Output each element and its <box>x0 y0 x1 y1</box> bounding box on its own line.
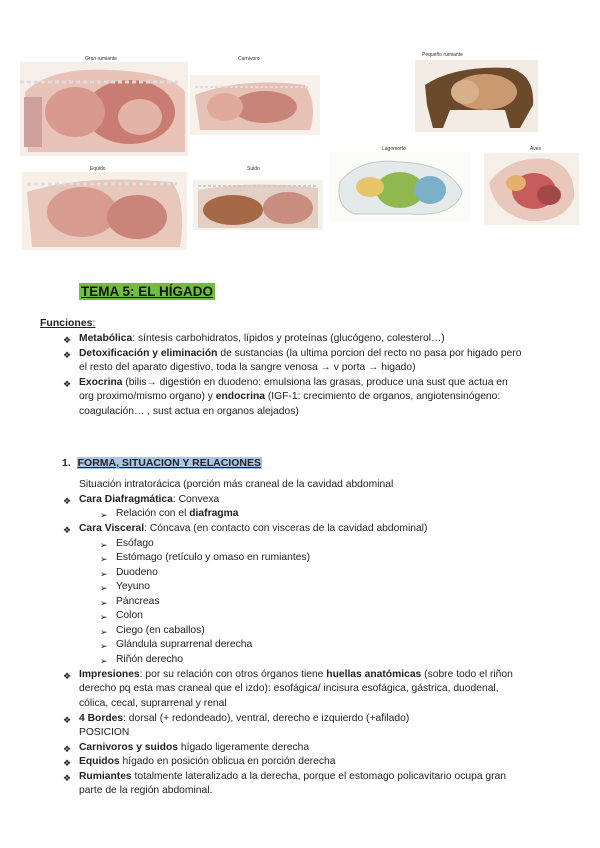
bullet-diamond-icon: ❖ <box>63 496 72 506</box>
cara-diafragmatica: Cara Diafragmática: Convexa <box>79 494 220 505</box>
arrow-bullet-icon: ➢ <box>100 641 108 651</box>
posicion-rumiantes: Rumiantes totalmente lateralizado a la derecha, porque el estomago policavitario ocupa gran <box>79 771 507 782</box>
arrow-bullet-icon: ➢ <box>100 540 108 550</box>
figure-label-suido: Suido <box>247 166 260 172</box>
organ-item: Ciego (en caballos) <box>116 625 205 636</box>
arrow-bullet-icon: ➢ <box>100 510 108 520</box>
figure-suido <box>193 180 323 230</box>
organ-item: Colon <box>116 610 143 621</box>
funcion-endocrina-cont: coagulación… , sust actua en organos alejados) <box>79 406 299 417</box>
arrow-bullet-icon: ➢ <box>100 583 108 593</box>
bordes: 4 Bordes: dorsal (+ redondeado), ventral, derecho e izquierdo (+afilado) <box>79 713 410 724</box>
figure-aves <box>484 153 579 225</box>
bullet-diamond-icon: ❖ <box>63 715 72 725</box>
impresiones-cont-1: derecho pq esta mas craneal que el izdo): esofágica/ incisura esofágica, gástrica, duodenal, <box>79 683 499 694</box>
page-title: TEMA 5: EL HÍGADO <box>81 284 214 299</box>
figure-label-carnivoro: Carnivoro <box>238 56 260 62</box>
bullet-diamond-icon: ❖ <box>63 379 72 389</box>
section-heading: 1. FORMA, SITUACION Y RELACIONES <box>62 457 261 469</box>
arrow-bullet-icon: ➢ <box>100 656 108 666</box>
funcion-detoxificacion: Detoxificación y eliminación de sustancias (la ultima porcion del recto no pasa por higado pero <box>79 348 522 359</box>
figure-label-equido: Equido <box>90 166 106 172</box>
organ-item: Esófago <box>116 538 154 549</box>
organ-item: Páncreas <box>116 596 160 607</box>
figure-gran-rumiante <box>20 62 188 156</box>
organ-item: Glándula suprarrenal derecha <box>116 639 253 650</box>
arrow-bullet-icon: ➢ <box>100 627 108 637</box>
arrow-bullet-icon: ➢ <box>100 554 108 564</box>
posicion-label: POSICION <box>79 727 130 738</box>
bullet-diamond-icon: ❖ <box>63 350 72 360</box>
funcion-exocrina: Exocrina (bilis→ digestión en duodeno: emulsiona las grasas, produce una sust que actua en <box>79 377 508 388</box>
organ-item: Estómago (retículo y omaso en rumiantes) <box>116 552 311 563</box>
organ-item: Riñón derecho <box>116 654 183 665</box>
bullet-diamond-icon: ❖ <box>63 744 72 754</box>
bullet-diamond-icon: ❖ <box>63 671 72 681</box>
posicion-equidos: Equidos hígado en posición oblicua en porción derecha <box>79 756 336 767</box>
funcion-metabolica: Metabólica: síntesis carbohidratos, lípidos y proteínas (glucógeno, colesterol…) <box>79 333 445 344</box>
relacion-diafragma: Relación con el diafragma <box>116 508 239 519</box>
arrow-bullet-icon: ➢ <box>100 569 108 579</box>
situacion-text: Situación intratorácica (porción más craneal de la cavidad abdominal <box>79 479 394 490</box>
figure-carnivoro <box>190 75 320 135</box>
bullet-diamond-icon: ❖ <box>63 758 72 768</box>
arrow-bullet-icon: ➢ <box>100 612 108 622</box>
impresiones-cont-2: cólica, cecal, suprarrenal y renal <box>79 698 227 709</box>
funcion-detoxificacion-cont: el resto del aparato digestivo, toda la sangre venosa → v porta → higado) <box>79 362 416 373</box>
figure-label-lagomorfo: Lagomorfo <box>382 146 406 152</box>
figure-equido <box>22 172 187 250</box>
bullet-diamond-icon: ❖ <box>63 335 72 345</box>
bullet-diamond-icon: ❖ <box>63 525 72 535</box>
organ-item: Duodeno <box>116 567 158 578</box>
figure-lagomorfo <box>330 152 470 222</box>
figure-label-aves: Aves <box>530 146 542 152</box>
arrow-bullet-icon: ➢ <box>100 598 108 608</box>
bullet-diamond-icon: ❖ <box>63 773 72 783</box>
funciones-heading: Funciones: <box>40 317 96 329</box>
posicion-carnivoros: Carnivoros y suidos hígado ligeramente derecha <box>79 742 310 753</box>
figure-label-pequeno-rumiante: Pequeño rumiante <box>422 52 463 58</box>
impresiones: Impresiones: por su relación con otros órganos tiene huellas anatómicas (sobre todo el riñon <box>79 669 513 680</box>
figure-pequeno-rumiante <box>415 60 538 132</box>
organ-item: Yeyuno <box>116 581 150 592</box>
posicion-rumiantes-cont: parte de la región abdominal. <box>79 785 213 796</box>
funcion-endocrina: org proximo/mismo organo) y endocrina (IGF-1: crecimiento de organos, angiotensinógeno: <box>79 391 501 402</box>
cara-visceral: Cara Visceral: Cóncava (en contacto con visceras de la cavidad abdominal) <box>79 523 428 534</box>
figure-label-gran-rumiante: Gran rumiante <box>85 56 117 62</box>
